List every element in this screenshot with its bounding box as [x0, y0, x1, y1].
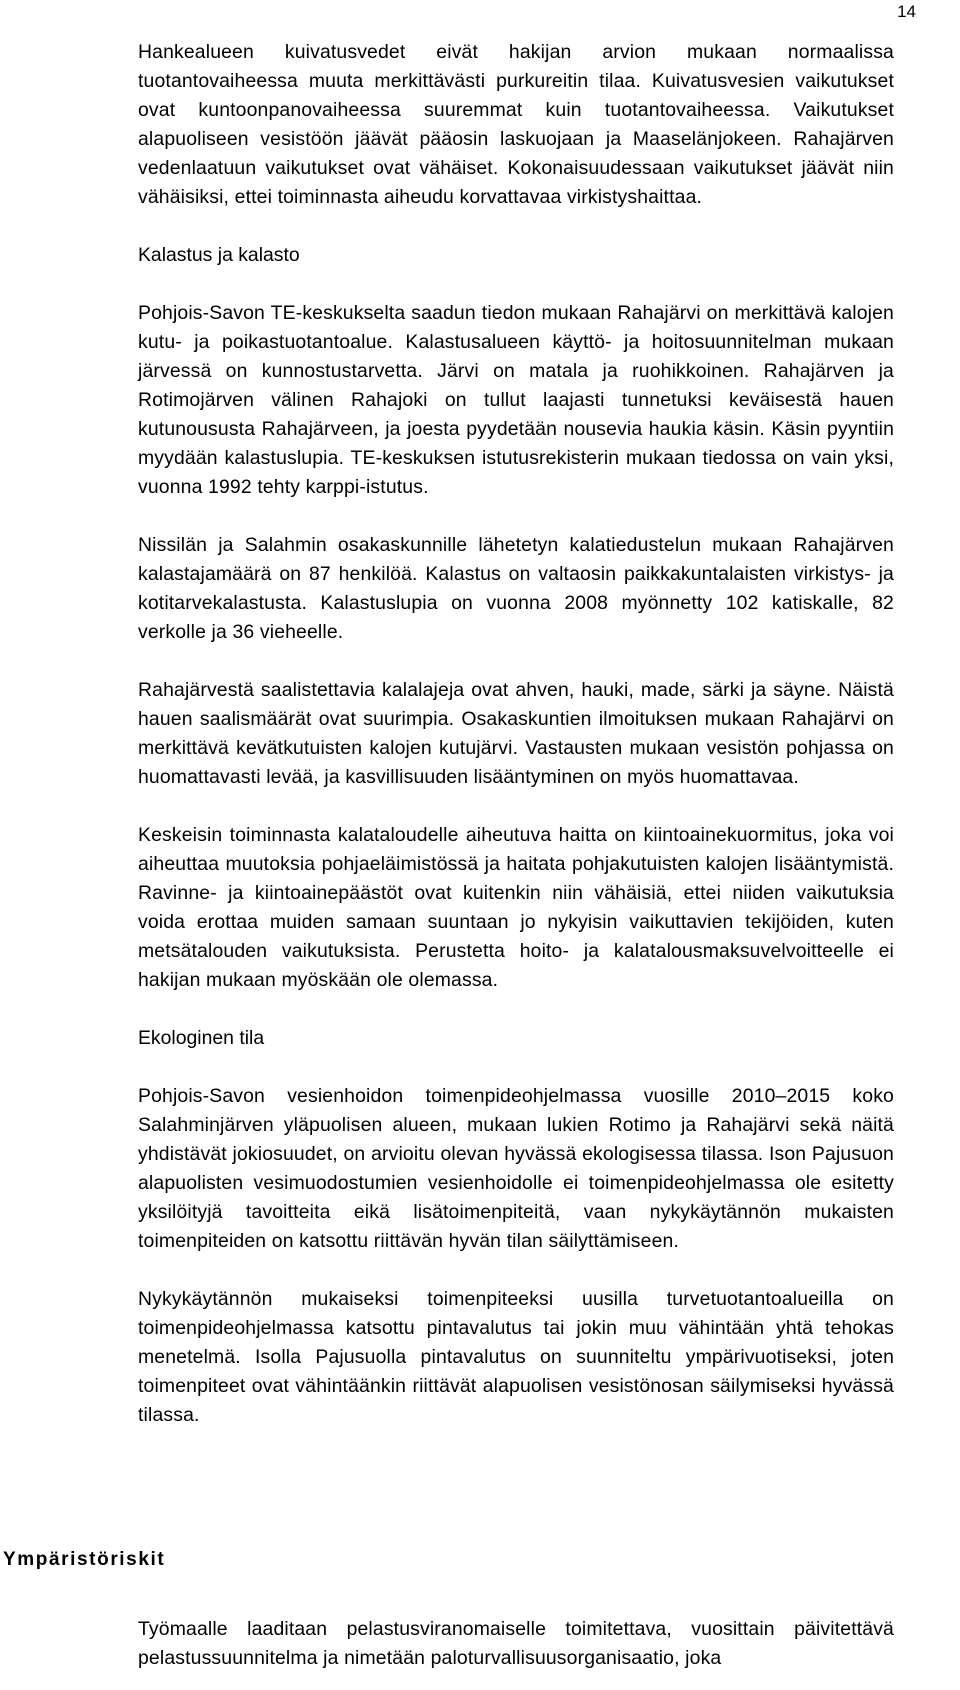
- paragraph-pintavalutus: Nykykäytännön mukaiseksi toimenpiteeksi uusilla turvetuotantoalueilla on toimenpideohjelmassa katsottu pintavalutus tai jokin muu vähintään yhtä tehokas menetelmä. Isolla Pajusuolla pintavalutus on suunniteltu ympärivuotiseksi, joten toimenpiteet ovat vähintäänkin riittävät alapuolisen vesistönosan säilymiseksi hyvässä tilassa.: [138, 1288, 894, 1426]
- paragraph-pelastussuunnitelma: Työmaalle laaditaan pelastusviranomaiselle toimitettava, vuosittain päivitettävä pelastussuunnitelma ja nimetään paloturvallisuusorganisaatio, joka: [138, 1618, 894, 1669]
- paragraph-kalalajit: Rahajärvestä saalistettavia kalalajeja ovat ahven, hauki, made, särki ja säyne. Näistä hauen saalismäärät ovat suurimpia. Osakaskuntien ilmoituksen mukaan Rahajärvi on merkittävä kevätkutuisten kalojen kutujärvi. Vastausten mukaan vesistön pohjassa on huomattavasti levää, ja kasvillisuuden lisääntyminen on myös huomattavaa.: [138, 679, 894, 788]
- page-body-bottom: [138, 1615, 894, 1673]
- page-body: [138, 38, 894, 1430]
- paragraph-kalasto: Pohjois-Savon TE-keskukselta saadun tiedon mukaan Rahajärvi on merkittävä kalojen kutu- ja poikastuotantoalue. Kalastusalueen käyttö- ja hoitosuunnitelman mukaan järvessä on kunnostustarvetta. Järvi on matala ja ruohikkoinen. Rahajärven ja Rotimojärven välinen Rahajoki on tullut laajasti tunnetuksi keväisestä hauen kutunoususta Rahajärveen, ja joesta pyydetään nousevia haukia käsin. Käsin pyyntiin myydään kalastuslupia. TE-keskuksen istutusrekisterin mukaan tiedossa on vain yksi, vuonna 1992 tehty karppi-istutus.: [138, 302, 894, 498]
- paragraph-kuivatusvedet: Hankealueen kuivatusvedet eivät hakijan arvion mukaan normaalissa tuotantovaiheessa muuta merkittävästi purkureitin tilaa. Kuivatusvesien vaikutukset ovat kuntoonpanovaiheessa suuremmat kuin tuotantovaiheessa. Vaikutukset alapuoliseen vesistöön jäävät pääosin laskuojaan ja Maaselänjokeen. Rahajärven vedenlaatuun vaikutukset ovat vähäiset. Kokonaisuudessaan vaikutukset jäävät niin vähäisiksi, ettei toiminnasta aiheudu korvattavaa virkistyshaittaa.: [138, 41, 894, 208]
- heading-ymparistoriskit: Ympäristöriskit: [3, 1549, 166, 1570]
- heading-kalastus-ja-kalasto: Kalastus ja kalasto: [138, 244, 300, 266]
- paragraph-kalataloushaitta: Keskeisin toiminnasta kalataloudelle aiheutuva haitta on kiintoainekuormitus, joka voi aiheuttaa muutoksia pohjaeläimistössä ja haitata pohjakutuisten kalojen lisääntymistä. Ravinne- ja kiintoainepäästöt ovat kuitenkin niin vähäisiä, ettei niiden vaikutuksia voida erottaa muiden samaan suuntaan jo nykyisin vaikuttavien tekijöiden, kuten metsätalouden vaikutuksista. Perustetta hoito- ja kalatalousmaksuvelvoitteelle ei hakijan mukaan myöskään ole olemassa.: [138, 824, 894, 991]
- page-number: 14: [897, 2, 916, 21]
- heading-ekologinen-tila: Ekologinen tila: [138, 1027, 265, 1049]
- paragraph-kalatiedustelu: Nissilän ja Salahmin osakaskunnille lähetetyn kalatiedustelun mukaan Rahajärven kalastajamäärä on 87 henkilöä. Kalastus on valtaosin paikkakuntalaisten virkistys- ja kotitarvekalastusta. Kalastuslupia on vuonna 2008 myönnetty 102 katiskalle, 82 verkolle ja 36 vieheelle.: [138, 534, 894, 643]
- paragraph-toimenpideohjelma: Pohjois-Savon vesienhoidon toimenpideohjelmassa vuosille 2010–2015 koko Salahminjärven yläpuolisen alueen, mukaan lukien Rotimo ja Rahajärvi sekä näitä yhdistävät jokiosuudet, on arvioitu olevan hyvässä ekologisessa tilassa. Ison Pajusuon alapuolisten vesimuodostumien vesienhoidolle ei toimenpideohjelmassa ole esitetty yksilöityjä tavoitteita eikä lisätoimenpiteitä, vaan nykykäytännön mukaisten toimenpiteiden on katsottu riittävän hyvän tilan säilyttämiseen.: [138, 1085, 894, 1252]
